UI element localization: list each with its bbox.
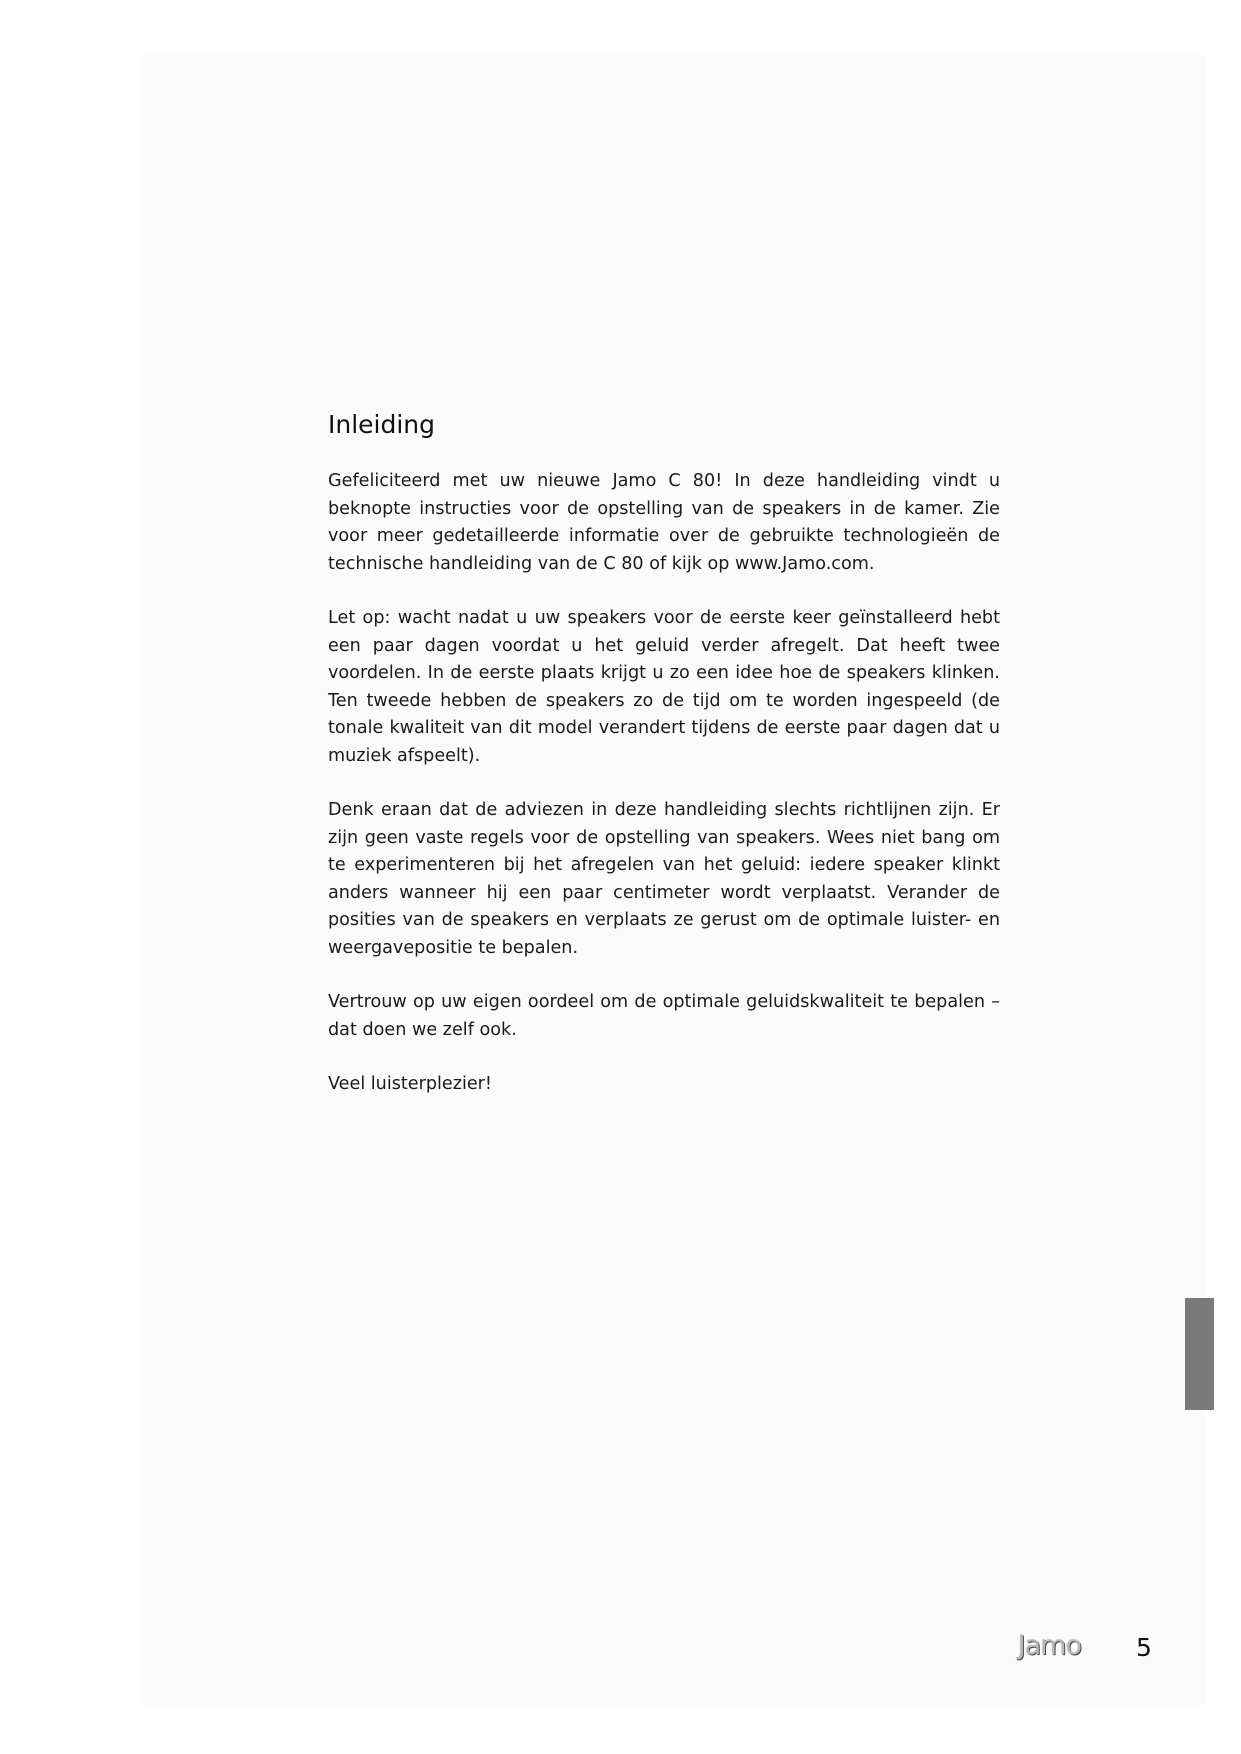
paragraph-closing: Veel luisterplezier! xyxy=(328,1074,492,1094)
main-content xyxy=(328,408,1000,1126)
paragraph-note: Let op: wacht nadat u uw speakers voor de eerste keer geïnstalleerd hebt een paar dagen voordat u het geluid verder afregelt. Dat heeft twee voordelen. In de eerste plaats krijgt u zo een idee hoe de speakers klinken. Ten tweede hebben de speakers zo de tijd om te worden ingespeeld (de tonale kwaliteit van dit model verandert tijdens de eerste paar dagen dat u muziek afspeelt). xyxy=(328,608,1000,766)
section-tab-marker xyxy=(1185,1298,1214,1410)
paragraph-judgement: Vertrouw op uw eigen oordeel om de optimale geluidskwaliteit te bepalen – dat doen we zelf ook. xyxy=(328,992,1000,1040)
logo-text: Jamo xyxy=(1017,1630,1081,1661)
paragraph-intro: Gefeliciteerd met uw nieuwe Jamo C 80! In deze handleiding vindt u beknopte instructies voor de opstelling van de speakers in de kamer. Zie voor meer gedetailleerde informatie over de gebruikte technologieën de technische handleiding van de C 80 of kijk op www.Jamo.com. xyxy=(328,471,1000,574)
jamo-logo xyxy=(985,1632,1081,1660)
paragraph-guidelines: Denk eraan dat de adviezen in deze handleiding slechts richtlijnen zijn. Er zijn geen vaste regels voor de opstelling van speakers. Wees niet bang om te experimenteren bij het afregelen van het geluid: iedere speaker klinkt anders wanneer hij een paar centimeter wordt verplaatst. Verander de posities van de speakers en verplaats ze gerust om de optimale luister- en weergavepositie te bepalen. xyxy=(328,800,1000,958)
page-title: Inleiding xyxy=(328,410,436,439)
page-number: 5 xyxy=(1136,1633,1152,1662)
